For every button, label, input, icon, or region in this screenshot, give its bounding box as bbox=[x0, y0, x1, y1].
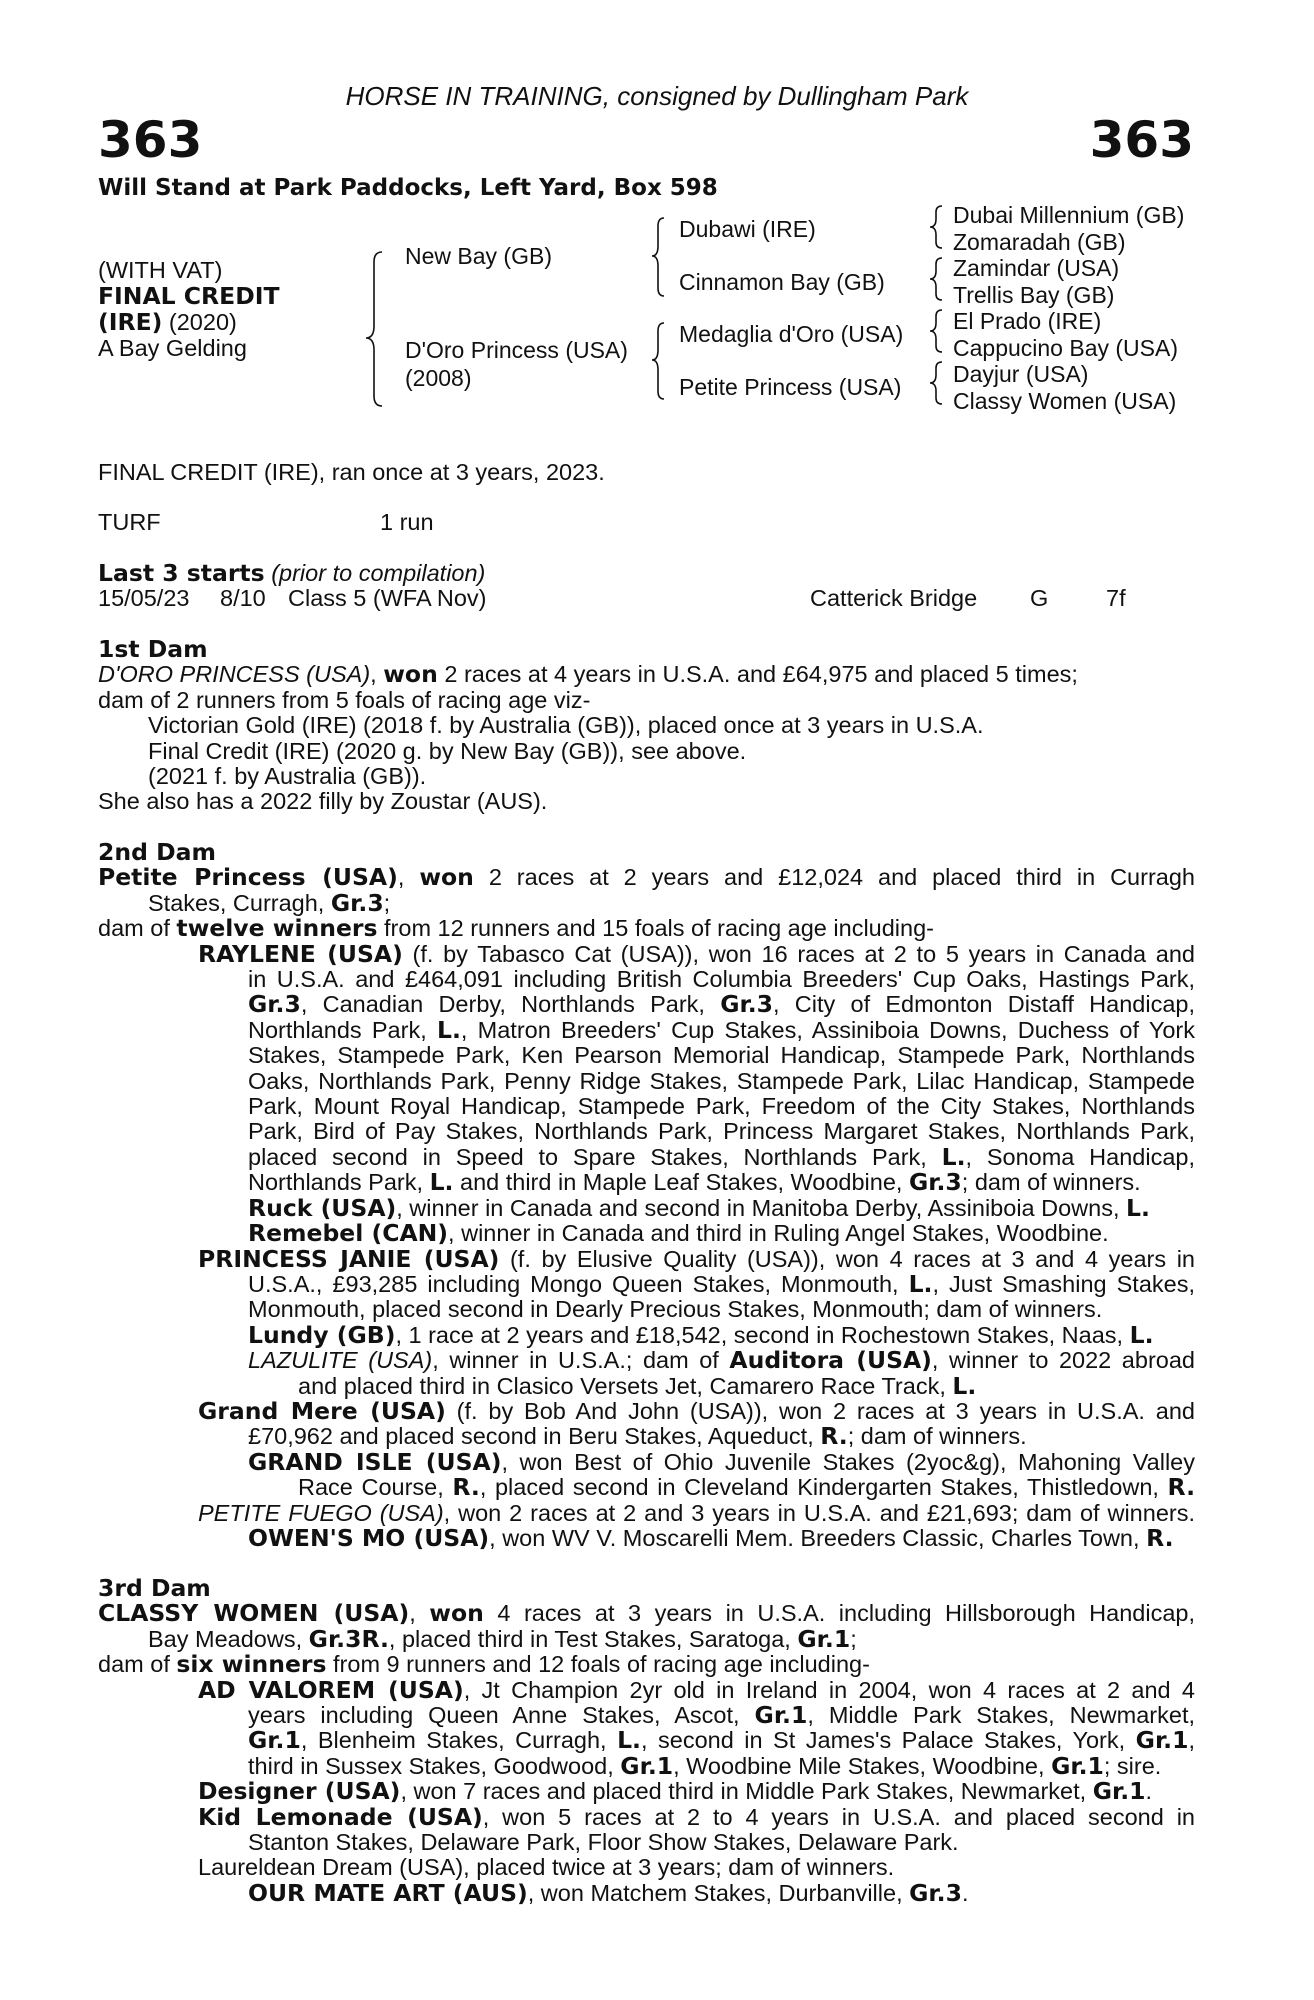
ancestor-2: Zomaradah (GB) bbox=[953, 229, 1126, 255]
last-starts-heading bbox=[98, 561, 485, 586]
designer-name: Designer (USA) bbox=[198, 1777, 401, 1806]
first-dam-heading: 1st Dam bbox=[98, 635, 208, 663]
grand-isle-name: GRAND ISLE (USA) bbox=[248, 1447, 502, 1476]
start-date: 15/05/23 bbox=[98, 585, 190, 611]
lazulite-name: LAZULITE (USA) bbox=[248, 1347, 433, 1374]
kid-lemonade-name: Kid Lemonade (USA) bbox=[198, 1802, 483, 1831]
turf-label: TURF bbox=[98, 509, 161, 535]
start-course: Catterick Bridge bbox=[810, 585, 978, 611]
laureldean-dream: Laureldean Dream (USA), placed twice at 3 years; dam of winners. bbox=[198, 1854, 895, 1881]
grand-mere-entry: Grand Mere (USA) (f. by Bob And John (USA)), won 2 races at 3 years in U.S.A. and £70,962 and placed second in Beru Stakes, Aqueduct, R.; dam of winners. GRAND ISLE (USA), won Best of Ohio Juvenile Stakes (2yoc&g), Mahoning Valley Race Course, R., placed second in Cleveland Kindergarten Stakes, Thistledown, R. bbox=[198, 1396, 1195, 1502]
horse-year: (2020) bbox=[162, 309, 237, 335]
sire-dam: Cinnamon Bay (GB) bbox=[679, 269, 885, 295]
second-dam-name: Petite Princess (USA) bbox=[98, 863, 398, 892]
ancestor-5: El Prado (IRE) bbox=[953, 308, 1102, 334]
start-going: G bbox=[1030, 585, 1049, 611]
dam-dam: Petite Princess (USA) bbox=[679, 374, 902, 400]
second-dam-heading: 2nd Dam bbox=[98, 838, 216, 866]
ancestor-3: Zamindar (USA) bbox=[953, 255, 1120, 281]
dam-sire: Medaglia d'Oro (USA) bbox=[679, 321, 904, 347]
ancestor-8: Classy Women (USA) bbox=[953, 388, 1177, 414]
dam: D'Oro Princess (USA) bbox=[405, 337, 628, 363]
last-starts-title: Last 3 starts bbox=[98, 559, 265, 587]
princess-janie-name: PRINCESS JANIE (USA) bbox=[198, 1244, 500, 1273]
lot-number-left: 363 bbox=[98, 111, 203, 169]
remebel-name: Remebel (CAN) bbox=[248, 1219, 449, 1248]
start-position: 8/10 bbox=[220, 585, 266, 611]
ad-valorem-name: AD VALOREM (USA) bbox=[198, 1675, 464, 1704]
third-dam-section: 3rd Dam CLASSY WOMEN (USA), won 4 races at 3 years in U.S.A. including Hillsborough Handicap, Bay Meadows, Gr.3R., placed third in Test Stakes, Saratoga, Gr.1; dam of six winners from 9 runners and 12 foals of racing age including- AD VALOREM (USA), Jt Champion 2yr old in Ireland in 2004, won 4 races at 2 and 4 years including Queen Anne Stakes, Ascot, Gr.1, Middle Park Stakes, Newmarket, Gr.1, Blenheim Stakes, Curragh, L., second in St James's Palace Stakes, York, Gr.1, third in Sussex Stakes, Goodwood, Gr.1, Woodbine Mile Stakes, Woodbine, Gr.1; sire. Designer (USA), won 7 races and placed third in Middle Park Stakes, Newmarket, Gr.1. Kid Lemonade (USA), won 5 races at 2 to 4 years in U.S.A. and placed second in Stanton Stakes, Delaware Park, Floor Show Stakes, Delaware Park. Laureldean Dream (USA), placed twice at 3 years; dam of winners. OUR MATE ART (AUS), won Matchem Stakes, Durbanville, Gr.3. bbox=[98, 1574, 1195, 1907]
owens-mo-name: OWEN'S MO (USA) bbox=[248, 1523, 490, 1552]
horse-description: A Bay Gelding bbox=[98, 335, 247, 361]
produce-item: Victorian Gold (IRE) (2018 f. by Australia (GB)), placed once at 3 years in U.S.A. bbox=[148, 712, 984, 739]
ancestor-6: Cappucino Bay (USA) bbox=[953, 335, 1178, 361]
grand-mere-name: Grand Mere (USA) bbox=[198, 1396, 446, 1425]
auditora-name: Auditora (USA) bbox=[729, 1346, 932, 1375]
our-mate-art-name: OUR MATE ART (AUS) bbox=[248, 1878, 528, 1907]
third-dam-name: CLASSY WOMEN (USA) bbox=[98, 1599, 410, 1628]
horse-country: (IRE) bbox=[98, 308, 163, 336]
first-dam-section: 1st Dam D'ORO PRINCESS (USA), won 2 races at 4 years in U.S.A. and £64,975 and placed 5 times; dam of 2 runners from 5 foals of racing age viz- Victorian Gold (IRE) (2018 f. by Australia (GB)), placed once at 3 years in U.S.A. Final Credit (IRE) (2020 g. by New Bay (GB)), see above. (2021 f. by Australia (GB)). She also has a 2022 filly by Zoustar (AUS). bbox=[98, 637, 1195, 815]
race-summary: FINAL CREDIT (IRE), ran once at 3 years, 2023. bbox=[98, 459, 605, 485]
first-dam-produce: dam of 2 runners from 5 foals of racing age viz- bbox=[98, 686, 591, 713]
lundy-name: Lundy (GB) bbox=[248, 1320, 396, 1349]
ancestor-4: Trellis Bay (GB) bbox=[953, 282, 1115, 308]
princess-janie-entry: PRINCESS JANIE (USA) (f. by Elusive Quality (USA)), won 4 races at 3 and 4 years in U.S.A., £93,285 including Mongo Queen Stakes, Monmouth, L., Just Smashing Stakes, Monmouth, placed second in Dearly Precious Stakes, Monmouth; dam of winners. Lundy (GB), 1 race at 2 years and £18,542, second in Rochestown Stakes, Naas, L. LAZULITE (USA), winner in U.S.A.; dam of Auditora (USA), winner to 2022 abroad and placed third in Clasico Versets Jet, Camarero Race Track, L. bbox=[198, 1244, 1195, 1400]
dam-year: (2008) bbox=[405, 365, 472, 391]
raylene-entry: RAYLENE (USA) (f. by Tabasco Cat (USA)), won 16 races at 2 to 5 years in Canada and in U.S.A. and £464,091 including British Columbia Breeders' Cup Oaks, Hastings Park, Gr.3, Canadian Derby, Northlands Park, Gr.3, City of Edmonton Distaff Handicap, Northlands Park, L., Matron Breeders' Cup Stakes, Assiniboia Downs, Duchess of York Stakes, Stampede Park, Ken Pearson Memorial Handicap, Stampede Park, Northlands Oaks, Northlands Park, Penny Ridge Stakes, Stampede Park, Lilac Handicap, Stampede Park, Mount Royal Handicap, Stampede Park, Freedom of the City Stakes, Northlands Park, Bird of Pay Stakes, Northlands Park, Princess Margaret Stakes, Northlands Park, placed second in Speed to Spare Stakes, Northlands Park, L., Sonoma Handicap, Northlands Park, L. and third in Maple Leaf Stakes, Woodbine, Gr.3; dam of winners. Ruck (USA), winner in Canada and second in Manitoba Derby, Assiniboia Downs, L. Remebel (CAN), winner in Canada and third in Ruling Angel Stakes, Woodbine. bbox=[198, 939, 1195, 1248]
horse-name: FINAL CREDIT bbox=[98, 282, 280, 310]
produce-item: (2021 f. by Australia (GB)). bbox=[148, 763, 427, 790]
last-starts-note: (prior to compilation) bbox=[264, 560, 486, 586]
start-distance: 7f bbox=[1106, 585, 1126, 611]
petite-fuego-name: PETITE FUEGO (USA) bbox=[198, 1499, 444, 1526]
ancestor-1: Dubai Millennium (GB) bbox=[953, 202, 1185, 228]
turf-runs: 1 run bbox=[380, 509, 434, 535]
sire: New Bay (GB) bbox=[405, 243, 552, 269]
raylene-name: RAYLENE (USA) bbox=[198, 939, 403, 968]
ad-valorem-entry: AD VALOREM (USA), Jt Champion 2yr old in Ireland in 2004, won 4 races at 2 and 4 years including Queen Anne Stakes, Ascot, Gr.1, Middle Park Stakes, Newmarket, Gr.1, Blenheim Stakes, Curragh, L., second in St James's Palace Stakes, York, Gr.1, third in Sussex Stakes, Goodwood, Gr.1, Woodbine Mile Stakes, Woodbine, Gr.1; sire. bbox=[198, 1675, 1195, 1780]
ancestor-7: Dayjur (USA) bbox=[953, 361, 1089, 387]
lot-number-right: 363 bbox=[1089, 111, 1194, 169]
vat-note: (WITH VAT) bbox=[98, 257, 223, 283]
second-dam-section: 2nd Dam Petite Princess (USA), won 2 races at 2 years and £12,024 and placed third in Curragh Stakes, Curragh, Gr.3; dam of twelve winners from 12 runners and 15 foals of racing age including- RAYLENE (USA) (f. by Tabasco Cat (USA)), won 16 races at 2 to 5 years in Canada and in U.S.A. and £464,091 including British Columbia Breeders' Cup Oaks, Hastings Park, Gr.3, Canadian Derby, Northlands Park, Gr.3, City of Edmonton Distaff Handicap, Northlands Park, L., Matron Breeders' Cup Stakes, Assiniboia Downs, Duchess of York Stakes, Stampede Park, Ken Pearson Memorial Handicap, Stampede Park, Northlands Oaks, Northlands Park, Penny Ridge Stakes, Stampede Park, Lilac Handicap, Stampede Park, Mount Royal Handicap, Stampede Park, Freedom of the City Stakes, Northlands Park, Bird of Pay Stakes, Northlands Park, Princess Margaret Stakes, Northlands Park, placed second in Speed to Spare Stakes, Northlands Park, L., Sonoma Handicap, Northlands Park, L. and third in Maple Leaf Stakes, Woodbine, Gr.3; dam of winners. Ruck (USA), winner in Canada and second in Manitoba Derby, Assiniboia Downs, L. Remebel (CAN), winner in Canada and third in Ruling Angel Stakes, Woodbine. PRINCESS JANIE (USA) (f. by Elusive Quality (USA)), won 4 races at 3 and 4 years in U.S.A., £93,285 including Mongo Queen Stakes, Monmouth, L., Just Smashing Stakes, Monmouth, placed second in Dearly Precious Stakes, Monmouth; dam of winners. Lundy (GB), 1 race at 2 years and £18,542, second in Rochestown Stakes, Naas, L. LAZULITE (USA), winner in U.S.A.; dam of Auditora (USA), winner to 2022 abroad and placed third in Clasico Versets Jet, Camarero Race Track, L. Grand Mere (USA) (f. by Bob And John (USA)), won 2 races at 3 years in U.S.A. and £70,962 and placed second in Beru Stakes, Aqueduct, R.; dam of winners. GRAND ISLE (USA), won Best of Ohio Juvenile Stakes (2yoc&g), Mahoning Valley Race Course, R., placed second in Cleveland Kindergarten Stakes, Thistledown, R. PETITE FUEGO (USA), won 2 races at 2 and 3 years in U.S.A. and £21,693; dam of winners. OWEN'S MO (USA), won WV V. Moscarelli Mem. Breeders Classic, Charles Town, R. bbox=[98, 838, 1195, 1552]
stand-location: Will Stand at Park Paddocks, Left Yard, Box 598 bbox=[98, 175, 718, 201]
sire-sire: Dubawi (IRE) bbox=[679, 216, 816, 242]
consignment-header: HORSE IN TRAINING, consigned by Dullingham Park bbox=[345, 81, 969, 111]
first-dam-note: She also has a 2022 filly by Zoustar (AUS). bbox=[98, 788, 548, 815]
produce-item: Final Credit (IRE) (2020 g. by New Bay (GB)), see above. bbox=[148, 737, 747, 764]
ruck-name: Ruck (USA) bbox=[248, 1193, 397, 1222]
first-dam-name: D'ORO PRINCESS (USA) bbox=[98, 661, 371, 688]
start-class: Class 5 (WFA Nov) bbox=[288, 585, 487, 611]
third-dam-heading: 3rd Dam bbox=[98, 1574, 211, 1602]
